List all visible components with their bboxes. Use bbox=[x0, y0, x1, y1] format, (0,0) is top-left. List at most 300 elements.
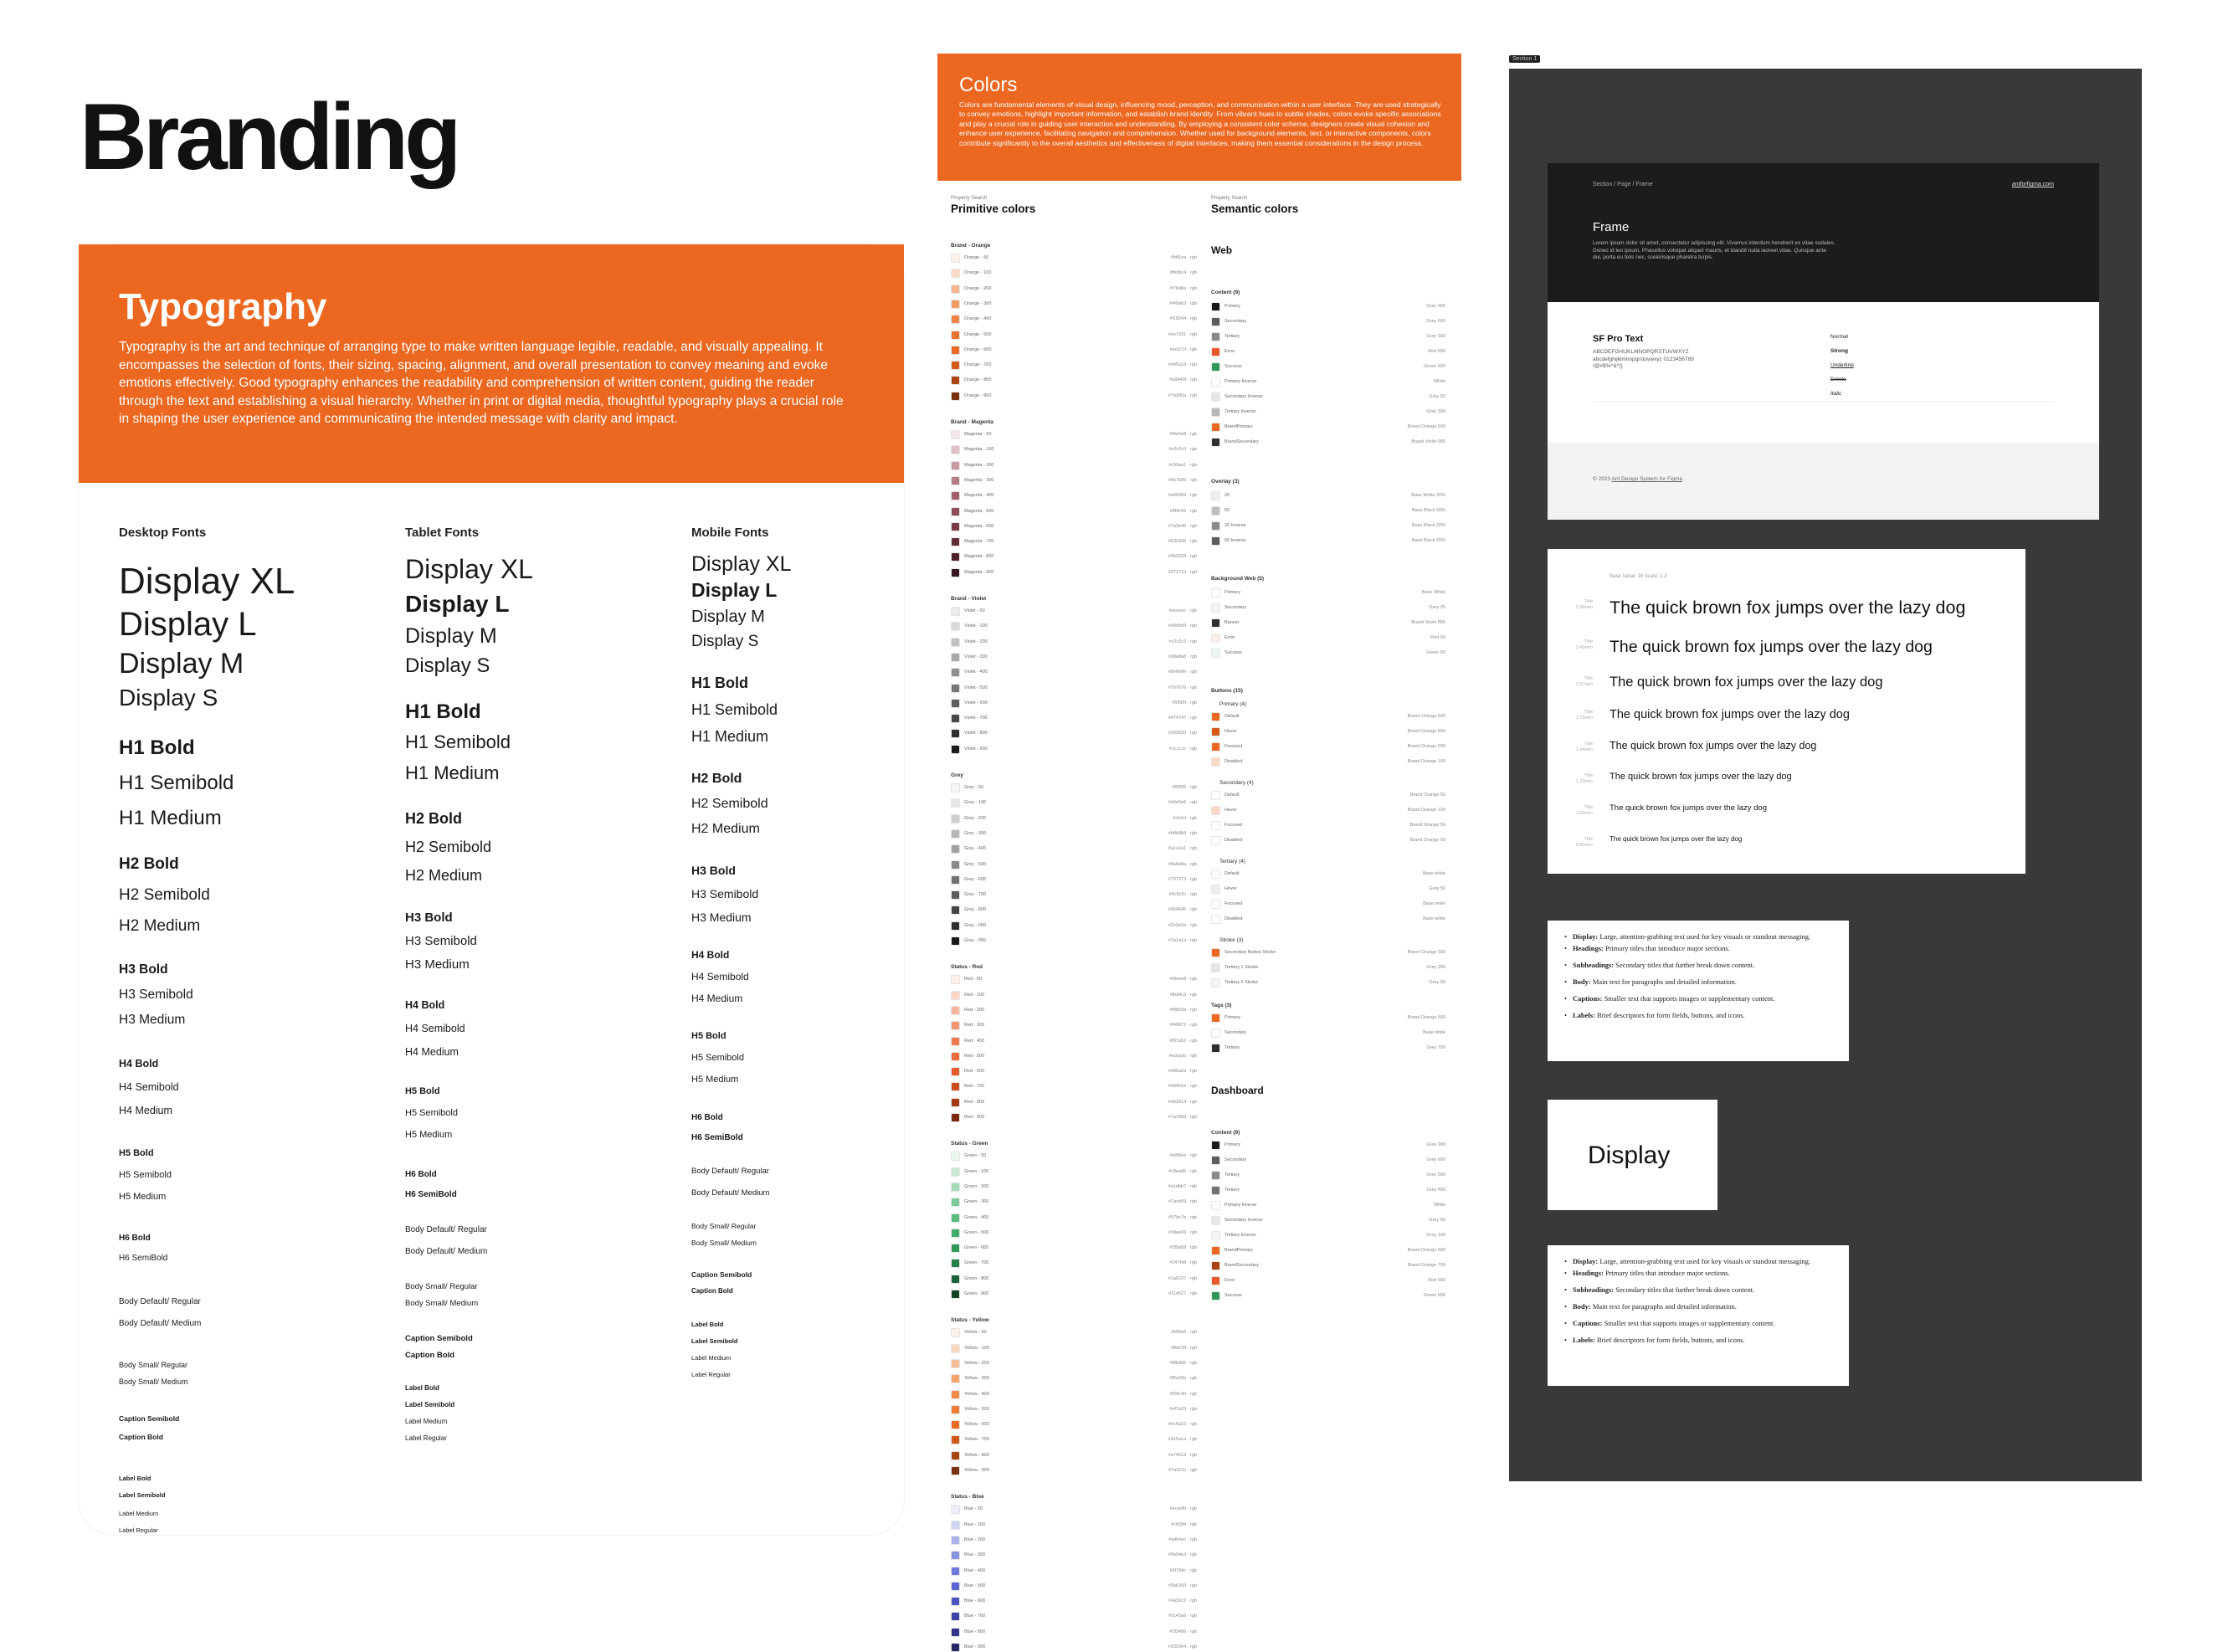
semantic-label: Error bbox=[1224, 635, 1235, 640]
color-swatch-value: #a46069 · rgb bbox=[1168, 493, 1197, 499]
font-style-sample: Display XL bbox=[691, 552, 792, 576]
color-swatch bbox=[951, 745, 960, 754]
bullet-term: Headings: bbox=[1573, 944, 1604, 952]
font-style-sample: Label Medium bbox=[119, 1510, 159, 1517]
semantic-value: Grey 50 bbox=[1429, 1218, 1445, 1223]
semantic-label: Disabled bbox=[1224, 759, 1243, 764]
color-swatch-label: Grey - 600 bbox=[964, 876, 986, 882]
font-style-sample: H4 Bold bbox=[119, 1058, 159, 1070]
display-card bbox=[1548, 1100, 1717, 1210]
semantic-dashboard-heading: Dashboard bbox=[1211, 1085, 1264, 1096]
semantic-swatch bbox=[1211, 836, 1220, 845]
font-style-sample: Display XL bbox=[405, 554, 533, 584]
semantic-group-label: Buttons (15) bbox=[1211, 688, 1243, 694]
type-scale-meta-size: 2.07rem bbox=[1575, 682, 1593, 687]
color-swatch-value: #f4e6e8 · rgb bbox=[1169, 432, 1197, 437]
color-swatch-value: #eceefb · rgb bbox=[1169, 1506, 1197, 1512]
type-scale-meta bbox=[1568, 741, 1593, 753]
color-swatch bbox=[951, 392, 960, 401]
color-swatch-label: Green - 500 bbox=[964, 1229, 989, 1235]
font-style-sample: H1 Medium bbox=[405, 762, 500, 783]
bullet-term: Display: bbox=[1573, 1257, 1599, 1265]
semantic-swatch bbox=[1211, 618, 1220, 628]
font-style-sample: H3 Semibold bbox=[691, 887, 759, 900]
semantic-swatch bbox=[1211, 757, 1220, 767]
color-swatch bbox=[951, 1006, 960, 1015]
semantic-value: Base Black 20% bbox=[1411, 523, 1445, 528]
color-swatch-value: #d45a18 · rgb bbox=[1168, 362, 1197, 368]
color-swatch-value: #632d36 · rgb bbox=[1168, 539, 1197, 545]
semantic-value: Grey 600 bbox=[1426, 319, 1445, 324]
semantic-value: Brand Orange 100 bbox=[1407, 808, 1445, 813]
color-swatch-value: #a1dbb7 · rgb bbox=[1168, 1183, 1197, 1189]
primitive-title: Primitive colors bbox=[951, 203, 1036, 215]
semantic-label: Focused bbox=[1224, 744, 1243, 749]
semantic-swatch bbox=[1211, 1156, 1220, 1165]
font-style-sample: Display S bbox=[119, 685, 218, 711]
type-scale-meta bbox=[1568, 710, 1593, 721]
semantic-subgroup-label: Tertiary (4) bbox=[1219, 859, 1246, 864]
semantic-value: Base White bbox=[1421, 590, 1445, 595]
color-swatch-value: #a1a1a1 · rgb bbox=[1168, 846, 1197, 852]
color-swatch-value: #4b2028 · rgb bbox=[1168, 554, 1197, 560]
bullet-term: Headings: bbox=[1573, 1269, 1604, 1277]
semantic-value: Grey 50 bbox=[1429, 980, 1445, 985]
font-style-sample: H3 Bold bbox=[405, 911, 453, 925]
color-swatch-value: #f8b59a · rgb bbox=[1169, 1007, 1197, 1013]
semantic-label: BrandSecondary bbox=[1224, 1263, 1259, 1268]
font-style-sample: Label Bold bbox=[405, 1384, 439, 1392]
bullet-text: Secondary titles that further break down content. bbox=[1614, 961, 1755, 969]
color-swatch-value: #f18244 · rgb bbox=[1169, 316, 1197, 322]
type-scale-meta bbox=[1568, 599, 1593, 611]
semantic-swatch bbox=[1211, 978, 1220, 988]
color-swatch-label: Grey - 100 bbox=[964, 800, 986, 806]
font-style-sample: H1 Bold bbox=[691, 675, 749, 691]
semantic-swatch bbox=[1211, 302, 1220, 311]
color-swatch bbox=[951, 714, 960, 723]
semantic-swatch bbox=[1211, 1276, 1220, 1285]
type-scale-meta-title: Title bbox=[1584, 805, 1593, 810]
color-swatch bbox=[951, 890, 960, 900]
font-column-heading: Mobile Fonts bbox=[691, 526, 769, 540]
color-swatch-value: #e85a2a · rgb bbox=[1168, 1069, 1197, 1075]
color-swatch-label: Yellow - 900 bbox=[964, 1468, 989, 1473]
semantic-label: Hover bbox=[1224, 886, 1237, 891]
semantic-swatch bbox=[1211, 408, 1220, 417]
color-swatch bbox=[951, 331, 960, 340]
type-scale-meta-size: 2.49rem bbox=[1575, 645, 1593, 650]
semantic-subgroup-label: Secondary (4) bbox=[1219, 780, 1254, 786]
colors-description: Colors are fundamental elements of visual design, influencing mood, perception, and communication within a user interface. They are used strategically to convey emotions, highlight important information, and establish brand identity. From vibrant hues to subtle shades, colors evoke specific associations and play a crucial role in guiding user interaction and understanding. By employing a consistent color scheme, designers create visual cohesion and enhance user experience, facilitating navigation and comprehension. Whether used for background elements, text, or interactive components, colors contribute significantly to the overall aesthetics and effectiveness of digital interfaces, making them essential considerations in the design process. bbox=[959, 100, 1441, 147]
color-swatch bbox=[951, 1628, 960, 1637]
semantic-swatch bbox=[1211, 1291, 1220, 1301]
text-style-sample: Italic bbox=[1830, 391, 1842, 397]
bullet-dot: • bbox=[1564, 1319, 1567, 1327]
color-swatch-label: Violet - 300 bbox=[964, 654, 988, 659]
font-style-sample: H2 Bold bbox=[691, 772, 742, 786]
semantic-swatch bbox=[1211, 791, 1220, 800]
color-swatch bbox=[951, 1567, 960, 1576]
color-swatch bbox=[951, 1359, 960, 1368]
semantic-value: Brand Orange 500 bbox=[1407, 1248, 1445, 1253]
color-swatch-label: Green - 300 bbox=[964, 1199, 989, 1205]
font-style-sample: Body Small/ Medium bbox=[691, 1239, 757, 1247]
color-swatch bbox=[951, 315, 960, 324]
bullet-term: Subheadings: bbox=[1573, 1285, 1615, 1294]
font-style-sample: H3 Semibold bbox=[119, 988, 193, 1002]
semantic-label: Tertiary 2 Stroke bbox=[1224, 980, 1259, 985]
font-style-sample: H2 Medium bbox=[405, 867, 483, 884]
color-swatch-label: Orange - 200 bbox=[964, 285, 992, 291]
color-swatch-label: Orange - 700 bbox=[964, 362, 992, 368]
semantic-swatch bbox=[1211, 1231, 1220, 1240]
color-swatch bbox=[951, 1198, 960, 1207]
frame-link[interactable]: antforfigma.com bbox=[2011, 182, 2054, 187]
frame-card bbox=[1548, 163, 2099, 520]
font-style-sample: H1 Bold bbox=[119, 736, 195, 759]
font-style-sample: H5 Medium bbox=[405, 1130, 453, 1140]
font-style-sample: H5 Semibold bbox=[405, 1108, 458, 1118]
footer-link[interactable]: Ant Design System for Figma bbox=[1611, 476, 1683, 482]
semantic-value: Grey 200 bbox=[1426, 965, 1445, 970]
bullet-term: Display: bbox=[1573, 932, 1599, 941]
semantic-swatch bbox=[1211, 1029, 1220, 1038]
semantic-swatch bbox=[1211, 438, 1220, 447]
type-scale-sample: The quick brown fox jumps over the lazy dog bbox=[1609, 598, 1966, 618]
color-swatch bbox=[951, 814, 960, 823]
bullet-term: Captions: bbox=[1573, 1319, 1603, 1327]
semantic-label: Primary bbox=[1224, 590, 1240, 595]
font-style-sample: Body Default/ Medium bbox=[119, 1319, 202, 1328]
font-style-sample: H3 Bold bbox=[691, 864, 736, 877]
type-scale-sample: The quick brown fox jumps over the lazy dog bbox=[1609, 638, 1933, 656]
color-swatch bbox=[951, 668, 960, 677]
color-swatch bbox=[951, 1420, 960, 1429]
semantic-value: Grey 25 bbox=[1429, 605, 1445, 610]
text-style-sample: Normal bbox=[1830, 334, 1848, 340]
semantic-label: Secondary bbox=[1224, 319, 1247, 324]
semantic-swatch bbox=[1211, 806, 1220, 815]
color-swatch-label: Magenta - 700 bbox=[964, 539, 994, 545]
semantic-label: Disabled bbox=[1224, 838, 1243, 843]
color-swatch bbox=[951, 1213, 960, 1223]
color-swatch-value: #c8ead5 · rgb bbox=[1168, 1168, 1197, 1174]
bullet-text: Large, attention-grabbing text used for key visuals or standout messaging. bbox=[1598, 1257, 1811, 1265]
font-style-sample: Caption Bold bbox=[691, 1287, 733, 1295]
color-swatch-label: Magenta - 500 bbox=[964, 508, 994, 514]
font-style-sample: H6 SemiBold bbox=[405, 1190, 457, 1199]
bullet-item bbox=[1563, 1269, 1839, 1278]
color-swatch bbox=[951, 875, 960, 885]
color-swatch bbox=[951, 445, 960, 454]
color-swatch-label: Blue - 100 bbox=[964, 1521, 986, 1527]
color-swatch bbox=[951, 1067, 960, 1076]
color-swatch-label: Green - 800 bbox=[964, 1275, 989, 1281]
color-swatch-label: Orange - 800 bbox=[964, 377, 992, 383]
color-swatch-label: Magenta - 800 bbox=[964, 554, 994, 560]
semantic-value: Grey 100 bbox=[1426, 1233, 1445, 1238]
semantic-value: Grey 700 bbox=[1426, 1045, 1445, 1050]
color-swatch-label: Yellow - 50 bbox=[964, 1330, 987, 1336]
type-scale-meta bbox=[1568, 676, 1593, 688]
semantic-group-label: Background Web (5) bbox=[1211, 576, 1265, 582]
font-style-sample: H4 Semibold bbox=[691, 971, 749, 982]
color-swatch-label: Violet - 600 bbox=[964, 700, 988, 705]
bullet-term: Captions: bbox=[1573, 994, 1603, 1003]
semantic-label: Success bbox=[1224, 1293, 1242, 1298]
type-scale-meta-size: 1.44rem bbox=[1575, 747, 1593, 752]
color-swatch bbox=[951, 1612, 960, 1621]
semantic-swatch bbox=[1211, 742, 1220, 752]
color-swatch-value: #1a6237 · rgb bbox=[1168, 1275, 1197, 1281]
font-style-sample: Label Bold bbox=[691, 1321, 724, 1328]
semantic-label: Tertiary bbox=[1224, 1045, 1240, 1050]
color-swatch-value: #7a3b45 · rgb bbox=[1168, 523, 1197, 529]
type-scale-meta bbox=[1568, 773, 1593, 785]
bullet-item bbox=[1563, 944, 1839, 953]
font-style-sample: Caption Semibold bbox=[119, 1414, 180, 1423]
color-swatch-value: #adb4ec · rgb bbox=[1168, 1537, 1197, 1542]
semantic-swatch bbox=[1211, 536, 1220, 546]
semantic-label: Secondary bbox=[1224, 605, 1247, 610]
color-swatch-value: #fbd4c3 · rgb bbox=[1169, 992, 1197, 998]
color-swatch-label: Orange - 50 bbox=[964, 255, 989, 260]
color-swatch-label: Violet - 500 bbox=[964, 685, 988, 690]
color-swatch-value: #d9d9d9 · rgb bbox=[1168, 623, 1197, 629]
semantic-subgroup-label: Primary (4) bbox=[1219, 701, 1247, 707]
bullet-item bbox=[1563, 977, 1839, 987]
semantic-value: Grey 400 bbox=[1426, 1188, 1445, 1193]
color-swatch-label: Blue - 800 bbox=[964, 1629, 986, 1634]
frame-description: Lorem ipsum dolor sit amet, consectetur adipiscing elit. Vivamus interdum hendrerit ex vitae sodales. Donec id leo ipsum. Phasellus volutpat aliquet mauris, et blandit nulla laoreet vitae. Quisque ante dui, porta eu felis nec, scelerisque pharetra turpis. bbox=[1593, 240, 1835, 260]
semantic-value: Brand Orange 500 bbox=[1407, 714, 1445, 719]
color-swatch-label: Violet - 100 bbox=[964, 623, 988, 629]
semantic-value: Brand Orange 50 bbox=[1409, 793, 1445, 798]
color-swatch-value: #37171d · rgb bbox=[1168, 569, 1197, 575]
semantic-value: White bbox=[1433, 379, 1445, 384]
type-scale-meta-title: Title bbox=[1584, 639, 1593, 644]
color-swatch-label: Magenta - 100 bbox=[964, 447, 994, 453]
semantic-swatch bbox=[1211, 885, 1220, 894]
bullet-item bbox=[1563, 1319, 1839, 1328]
color-swatch-label: Red - 400 bbox=[964, 1038, 985, 1044]
color-swatch bbox=[951, 607, 960, 616]
font-style-sample: H4 Semibold bbox=[405, 1023, 465, 1034]
branding-title: Branding bbox=[80, 85, 458, 189]
semantic-label: Secondary bbox=[1224, 1030, 1247, 1035]
color-swatch-label: Yellow - 400 bbox=[964, 1391, 989, 1397]
font-style-sample: Label Semibold bbox=[119, 1491, 166, 1499]
color-swatch bbox=[951, 1082, 960, 1091]
type-scale-meta-size: 1.20rem bbox=[1575, 779, 1593, 784]
color-swatch-value: #8f4c56 · rgb bbox=[1169, 508, 1197, 514]
color-swatch bbox=[951, 653, 960, 662]
type-scale-meta-size: 1.73rem bbox=[1575, 716, 1593, 721]
font-style-sample: H2 Medium bbox=[119, 917, 201, 935]
typography-card bbox=[79, 244, 904, 1535]
color-swatch-value: #c2c2c2 · rgb bbox=[1168, 639, 1197, 644]
color-swatch-value: #ee7331 · rgb bbox=[1168, 331, 1197, 337]
bullet-term: Body: bbox=[1573, 977, 1591, 986]
type-scale-meta-title: Title bbox=[1584, 710, 1593, 715]
color-swatch bbox=[951, 346, 960, 355]
color-swatch bbox=[951, 1244, 960, 1253]
semantic-swatch bbox=[1211, 1201, 1220, 1210]
color-swatch bbox=[951, 1275, 960, 1284]
font-style-sample: H6 Bold bbox=[405, 1170, 437, 1179]
type-scale-meta-title: Title bbox=[1584, 837, 1593, 842]
color-swatch-label: Violet - 900 bbox=[964, 746, 988, 752]
bullet-text: Main text for paragraphs and detailed information. bbox=[1590, 977, 1737, 986]
frame-footer bbox=[1548, 443, 2099, 520]
color-swatch bbox=[951, 936, 960, 946]
color-swatch bbox=[951, 1344, 960, 1353]
semantic-value: Green 600 bbox=[1424, 364, 1445, 369]
color-swatch-label: Grey - 50 bbox=[964, 785, 983, 790]
semantic-label: Tertiary 1 Stroke bbox=[1224, 965, 1259, 970]
color-swatch-value: #f7b48a · rgb bbox=[1169, 285, 1197, 291]
font-style-sample: H4 Bold bbox=[691, 949, 730, 961]
color-swatch-value: #f49a63 · rgb bbox=[1169, 300, 1197, 306]
color-swatch-label: Green - 200 bbox=[964, 1183, 989, 1189]
semantic-value: Brand Orange 500 bbox=[1407, 1015, 1445, 1020]
color-swatch-label: Blue - 900 bbox=[964, 1644, 986, 1649]
type-scale-meta bbox=[1568, 805, 1593, 817]
color-swatch-value: #f5f5f5 · rgb bbox=[1172, 785, 1197, 790]
color-swatch-label: Blue - 50 bbox=[964, 1506, 983, 1512]
font-style-sample: H4 Semibold bbox=[119, 1081, 179, 1093]
color-swatch-label: Orange - 600 bbox=[964, 346, 992, 352]
bullet-text: Brief descriptors for form fields, buttons, and icons. bbox=[1594, 1336, 1745, 1344]
color-group-label: Status - Yellow bbox=[951, 1317, 989, 1324]
semantic-value: Grey 500 bbox=[1426, 1172, 1445, 1177]
semantic-value: Grey 50 bbox=[1429, 394, 1445, 399]
semantic-label: Focused bbox=[1224, 901, 1243, 906]
color-swatch-value: #ef7a33 · rgb bbox=[1169, 1406, 1197, 1412]
color-swatch-value: #f07a52 · rgb bbox=[1169, 1038, 1197, 1044]
semantic-value: Grey 500 bbox=[1426, 334, 1445, 339]
semantic-label: Focused bbox=[1224, 823, 1243, 828]
color-swatch bbox=[951, 522, 960, 531]
semantic-label: Tertiary bbox=[1224, 1188, 1240, 1193]
color-swatch-label: Yellow - 600 bbox=[964, 1422, 989, 1428]
font-style-sample: Display L bbox=[691, 579, 778, 601]
color-swatch-label: Green - 600 bbox=[964, 1245, 989, 1251]
semantic-swatch bbox=[1211, 1216, 1220, 1225]
section-tag[interactable]: Section 1 bbox=[1509, 55, 1540, 63]
type-scale-sample: The quick brown fox jumps over the lazy dog bbox=[1609, 740, 1817, 752]
color-swatch-label: Magenta - 400 bbox=[964, 493, 994, 499]
color-group-label: Brand - Orange bbox=[951, 243, 991, 249]
bullet-term: Labels: bbox=[1573, 1336, 1595, 1344]
font-style-sample: H5 Semibold bbox=[691, 1053, 744, 1063]
color-swatch-label: Red - 300 bbox=[964, 1023, 985, 1029]
bullet-item bbox=[1563, 932, 1839, 941]
semantic-value: Red 50 bbox=[1430, 635, 1445, 640]
semantic-label: 20 bbox=[1224, 493, 1230, 498]
font-style-sample: H2 Bold bbox=[405, 810, 463, 827]
text-style-sample: Delete bbox=[1830, 377, 1846, 382]
bullet-item bbox=[1563, 961, 1839, 970]
text-style-sample: Strong bbox=[1830, 348, 1848, 354]
color-swatch-value: #5a63d3 · rgb bbox=[1168, 1583, 1197, 1588]
semantic-label: BrandPrimary bbox=[1224, 424, 1253, 429]
font-column-desktop bbox=[119, 244, 387, 1534]
color-swatch-value: #6f79dc · rgb bbox=[1169, 1567, 1197, 1573]
bullet-dot: • bbox=[1564, 1257, 1567, 1265]
font-style-sample: Body Small/ Regular bbox=[405, 1282, 478, 1291]
type-scale-meta-title: Title bbox=[1584, 773, 1593, 778]
color-swatch bbox=[951, 1390, 960, 1399]
color-swatch-value: #cfcfcf · rgb bbox=[1173, 815, 1197, 821]
semantic-swatch bbox=[1211, 870, 1220, 879]
semantic-value: Grey 50 bbox=[1429, 886, 1445, 891]
color-swatch-value: #474747 · rgb bbox=[1168, 716, 1197, 721]
color-swatch bbox=[951, 729, 960, 738]
frame-banner bbox=[1548, 163, 2099, 302]
color-swatch-label: Red - 900 bbox=[964, 1115, 985, 1120]
font-style-sample: H6 Bold bbox=[119, 1234, 151, 1243]
font-style-sample: H1 Semibold bbox=[405, 731, 511, 752]
color-swatch-label: Blue - 600 bbox=[964, 1598, 986, 1604]
color-swatch-value: #8a8a8a · rgb bbox=[1168, 861, 1197, 867]
frame-breadcrumb[interactable]: Section / Page / Frame bbox=[1593, 182, 1653, 187]
bullet-text: Smaller text that supports images or supplementary content. bbox=[1602, 994, 1775, 1003]
semantic-value: Brand Orange 500 bbox=[1407, 424, 1445, 429]
font-style-sample: H6 SemiBold bbox=[691, 1133, 743, 1142]
color-group-label: Brand - Violet bbox=[951, 596, 987, 602]
color-swatch-value: #8e8e8e · rgb bbox=[1168, 670, 1197, 675]
color-swatch-value: #a63914 · rgb bbox=[1168, 1099, 1197, 1105]
color-swatch-label: Violet - 200 bbox=[964, 639, 988, 644]
font-column-heading: Desktop Fonts bbox=[119, 526, 207, 540]
color-swatch bbox=[951, 1152, 960, 1161]
semantic-label: Secondary bbox=[1224, 1157, 1247, 1162]
color-swatch-value: #247f48 · rgb bbox=[1169, 1260, 1197, 1266]
semantic-value: Base white bbox=[1423, 901, 1445, 906]
bullet-item bbox=[1563, 1011, 1839, 1020]
semantic-label: Default bbox=[1224, 714, 1240, 719]
color-swatch-label: Red - 700 bbox=[964, 1084, 985, 1090]
font-style-sample: Caption Semibold bbox=[405, 1334, 473, 1343]
bullet-item bbox=[1563, 1302, 1839, 1311]
typography-description: Typography is the art and technique of arranging type to make written language legible, readable, and visually appealing. It encompasses the selection of fonts, their sizing, spacing, alignment, and overall presentation to convey meaning and evoke emotions effectively. Good typography enhances the readability and comprehension of written content, guiding the reader through the text and establishing a visual hierarchy. Whether in print or digital media, thoughtful typography plays a crucial role in shaping the user experience and communicating the intended message with clarity and impact. bbox=[119, 340, 844, 426]
color-swatch bbox=[951, 507, 960, 516]
font-style-sample: H5 Medium bbox=[691, 1075, 739, 1085]
semantic-value: Grey 600 bbox=[1426, 1157, 1445, 1162]
font-style-sample: H4 Medium bbox=[405, 1046, 459, 1058]
color-swatch bbox=[951, 699, 960, 708]
color-swatch-label: Red - 500 bbox=[964, 1053, 985, 1059]
type-scale-meta-size: 1.00rem bbox=[1575, 811, 1593, 816]
color-swatch-value: #a9440f · rgb bbox=[1169, 377, 1197, 383]
type-scale-meta bbox=[1568, 837, 1593, 849]
font-style-sample: H3 Bold bbox=[119, 962, 168, 977]
semantic-label: Secondary Inverse bbox=[1224, 394, 1263, 399]
color-swatch-value: #1c1c1c · rgb bbox=[1168, 746, 1197, 752]
color-swatch bbox=[951, 1451, 960, 1460]
color-swatch bbox=[951, 1466, 960, 1475]
color-swatch-label: Yellow - 300 bbox=[964, 1376, 989, 1382]
bullet-dot: • bbox=[1564, 977, 1567, 986]
font-style-sample: Display M bbox=[405, 624, 497, 648]
typography-title: Typography bbox=[119, 286, 327, 327]
semantic-label: 20 Inverse bbox=[1224, 523, 1246, 528]
semantic-label: Primary Inverse bbox=[1224, 1203, 1257, 1208]
color-swatch bbox=[951, 361, 960, 370]
color-swatch bbox=[951, 1113, 960, 1122]
